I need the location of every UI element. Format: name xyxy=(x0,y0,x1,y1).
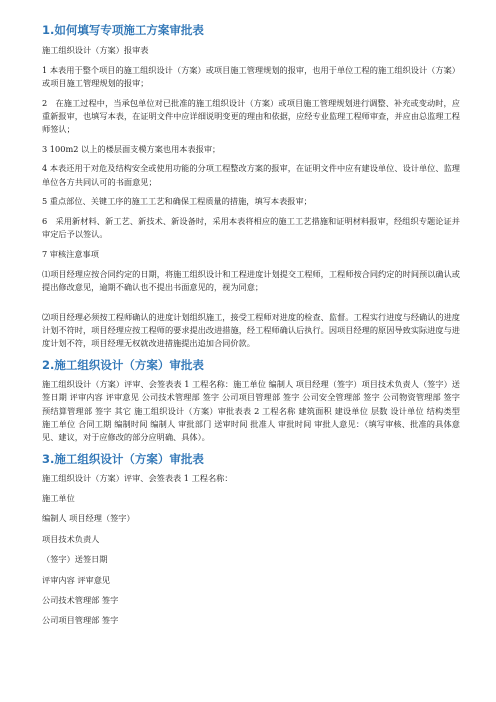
section-2 xyxy=(42,357,460,444)
section-1-paragraph: 3 100m2 以上的楼层面支模方案也用本表报审； xyxy=(42,143,221,154)
section-2-paragraph: 施工组织设计（方案）评审、会签表表 1 工程名称：施工单位 编制人 项目经理（签字）项目技术负责人（签字）送签日期 评审内容 评审意见 公司技术管理部 签字 公司项目管理部 签字 公司安全管理部 签字 公司物资管理部 签字 预结算管理部 签字 其它 施工组织设计（方案）审批表表 2 工程名称 建筑面积 建设单位 层数 设计单位 结构类型 施工单位 合同工期 编制时间 编制人 审批部门 送审时间 批准人 审批时间 审批人意见：（填写审核、批准的具体意见、建议，对于应修改的部分应明确、具体）。 xyxy=(42,379,460,442)
section-1-paragraph: 4 本表还用于对危及结构安全或使用功能的分项工程整改方案的报审，在证明文件中应有建设单位、设计单位、监理单位各方共同认可的书面意见； xyxy=(42,163,460,187)
section-3-heading: 3.施工组织设计（方案）审批表 xyxy=(42,451,204,466)
section-3-line: 项目技术负责人 xyxy=(42,533,100,544)
section-1-paragraph: ⑴项目经理应按合同约定的日期，将施工组织设计和工程进度计划提交工程师，工程师按合同约定的时间预以确认或提出修改意见，逾期不确认也不提出书面意见的，视为同意； xyxy=(42,268,460,292)
section-3-line: 编制人 项目经理（签字） xyxy=(42,513,135,524)
section-1-paragraph: 5 重点部位、关键工序的施工工艺和确保工程质量的措施，填写本表报审； xyxy=(42,196,312,207)
section-1-paragraph: 6 采用新材料、新工艺、新技术、新设备时，采用本表将相应的施工工艺措施和证明材料报审，经组织专题论证并审定后予以签认。 xyxy=(42,216,460,240)
section-2-heading: 2.施工组织设计（方案）审批表 xyxy=(42,358,204,373)
section-1-paragraph: 7 审核注意事项 xyxy=(42,248,99,259)
section-3 xyxy=(42,451,460,628)
section-1-paragraph: 1 本表用于整个项目的施工组织设计（方案）或项目施工管理规划的报审，也用于单位工程的施工组织设计（方案）或项目施工管理规划的报审； xyxy=(42,64,460,88)
section-1-paragraph: ⑵项目经理必须按工程师确认的进度计划组织施工，接受工程师对进度的检查、监督。工程实行进度与经确认的进度计划不符时，项目经理应按工程师的要求提出改进措施，经工程师确认后执行。因项目经理的原因导致实际进度与进度计划不符，项目经理无权就改进措施提出追加合同价款。 xyxy=(42,312,460,349)
document-page xyxy=(42,22,460,635)
section-1-heading: 1.如何填写专项施工方案审批表 xyxy=(42,23,204,37)
section-3-line: 评审内容 评审意见 xyxy=(42,574,111,585)
section-1-paragraph: 施工组织设计（方案）报审表 xyxy=(42,45,149,55)
section-3-line: 公司技术管理部 签字 xyxy=(42,595,119,606)
section-3-line: 施工组织设计（方案）评审、会签表表 1 工程名称： xyxy=(42,472,233,483)
section-3-line: 公司项目管理部 签字 xyxy=(42,615,119,626)
section-1-paragraph: 2 在施工过程中，当承包单位对已批准的施工组织设计（方案）或项目施工管理规划进行调整、补充或变动时，应重新报审，也填写本表，在证明文件中应详细说明变更的理由和依据，应经专业监理工程师审查，并应由总监理工程师签认； xyxy=(42,97,460,135)
section-3-line: （签字）送签日期 xyxy=(42,554,108,565)
section-3-line: 施工单位 xyxy=(42,493,75,504)
section-1 xyxy=(42,22,460,351)
